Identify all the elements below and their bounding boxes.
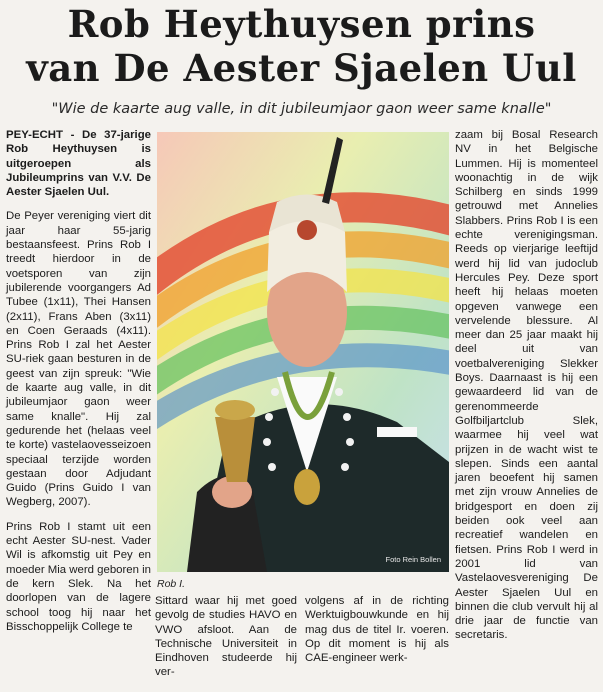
body-paragraph: zaam bij Bosal Research NV in het Belgische Lummen. Hij is momenteel woonachtig in de wijk Schilberg en sinds 1999 getrouwd met Annelies Slabbers. Prins Rob I is een echte verenigingsman. Reeds op vierjarige leeftijd werd hij lid van judoclub Hercules Pey. Deze sport heeft hij helaas moeten opgeven vanwege een vervelende blessure. Al meer dan 25 jaar maakt hij deel uit van voetbalvereniging Slekker Boys. Daarnaast is hij een gewaardeerd lid van de gerenommeerde Golfbiljartclub Slek, waarmee hij veel wat prijzen in de wacht wist te slepen. Sinds een aantal jaren beoefent hij samen met zijn vrouw Annelies de bridgesport en doen zij beiden ook veel aan recreatief wandelen en fietsen. Prins Rob I werd in 2001 lid van Vastelaovesvereniging De Aester Sjaelen Uul en binnen die club vervult hij al drie jaar de functie van secretaris.	[455, 129, 598, 642]
photo-credit: Foto Rein Bollen	[385, 555, 441, 564]
body-paragraph: volgens af in de richting Werktuigbouwkunde en hij mag dus de titel Ir. voeren. Op dit moment is hij als CAE-engineer werk-	[305, 595, 449, 665]
headline	[0, 2, 603, 90]
photo-caption: Rob I.	[157, 578, 186, 590]
body-paragraph: Prins Rob I stamt uit een echt Aester SU-nest. Vader Wil is afkomstig uit Pey en moeder Mia werd geboren in de kern Slek. Na het doorlopen van de lagere school toog hij naar het Bisschoppelijk College te	[6, 520, 151, 633]
subtitle-quote: "Wie de kaarte aug valle, in dit jubileumjaor gaon weer same knalle"	[51, 101, 552, 117]
prince-photo	[157, 132, 449, 572]
body-paragraph: De Peyer vereniging viert dit jaar haar 55-jarig bestaansfeest. Prins Rob I treedt hierdoor in de voetsporen van zijn jubilerende voorgangers Ad Tubee (1x11), Thei Hansen (2x11), Frans Aben (3x11) en Coen Geraads (4x11). Prins Rob I zal het Aester SU-riek gaan besturen in de geest van zijn spreuk: "Wie de kaarte aug valle, in dit jubileumjaor gaon weer same knalle". Hij zal gedurende het (helaas veel te korte) vastelaovesseizoen speciaal terzijde worden gestaan door Adjudant Guido (Prins Guido I van Wegberg, 2007).	[6, 210, 151, 509]
lead-paragraph: PEY-ECHT - De 37-jarige Rob Heythuysen is uitgeroepen als Jubileumprins van V.V. De Aester Sjaelen Uul.	[6, 129, 151, 199]
body-paragraph: Sittard waar hij met goed gevolg de studies HAVO en VWO afsloot. Aan de Technische Universiteit in Eindhoven studeerde hij ver-	[155, 595, 297, 679]
column-right	[455, 128, 598, 653]
column-middle-2	[305, 594, 449, 675]
column-middle-1	[155, 594, 297, 690]
column-left	[6, 128, 151, 644]
headline-line-1: Rob Heythuysen prins	[67, 2, 536, 46]
headline-line-2: van De Aester Sjaelen Uul	[26, 46, 577, 90]
